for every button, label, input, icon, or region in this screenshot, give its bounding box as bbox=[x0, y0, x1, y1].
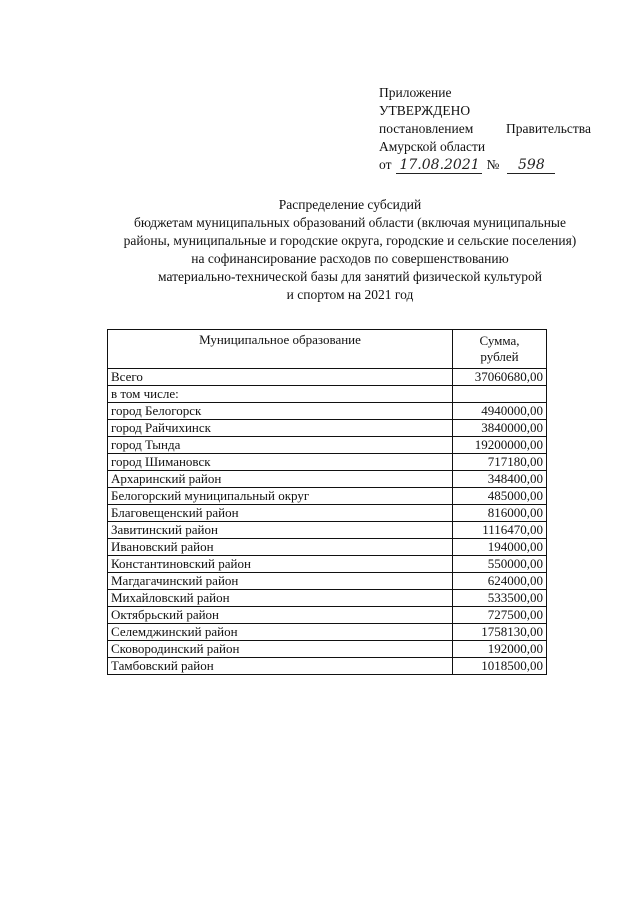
table-row bbox=[108, 607, 547, 624]
row-sum: 1018500,00 bbox=[453, 658, 547, 675]
title-line: бюджетам муниципальных образований области (включая муниципальные bbox=[133, 215, 566, 230]
from-label: от bbox=[379, 157, 392, 172]
row-municipality: Селемджинский район bbox=[108, 624, 453, 641]
row-municipality: Тамбовский район bbox=[108, 658, 453, 675]
row-municipality: Завитинский район bbox=[108, 522, 453, 539]
table-row bbox=[108, 522, 547, 539]
row-sum: 4940000,00 bbox=[453, 403, 547, 420]
row-sum: 717180,00 bbox=[453, 454, 547, 471]
row-municipality: в том числе: bbox=[108, 386, 453, 403]
table-row bbox=[108, 556, 547, 573]
table-row bbox=[108, 641, 547, 658]
row-sum: 624000,00 bbox=[453, 573, 547, 590]
title-line: районы, муниципальные и городские округа, городские и сельские поселения) bbox=[123, 233, 577, 248]
row-sum: 194000,00 bbox=[453, 539, 547, 556]
title-line: и спортом на 2021 год bbox=[286, 287, 414, 302]
row-municipality: Белогорский муниципальный округ bbox=[108, 488, 453, 505]
table-row bbox=[108, 437, 547, 454]
date-number-line bbox=[379, 156, 609, 174]
row-sum: 550000,00 bbox=[453, 556, 547, 573]
resolution-word: постановлением bbox=[379, 121, 474, 136]
approval-block bbox=[379, 84, 609, 174]
table-row bbox=[108, 369, 547, 386]
table-row bbox=[108, 505, 547, 522]
row-sum: 37060680,00 bbox=[453, 369, 547, 386]
row-sum: 19200000,00 bbox=[453, 437, 547, 454]
resolution-line bbox=[379, 120, 591, 138]
table-row bbox=[108, 454, 547, 471]
row-municipality: город Шимановск bbox=[108, 454, 453, 471]
row-municipality: Всего bbox=[108, 369, 453, 386]
header-sum bbox=[453, 330, 547, 369]
row-sum: 1116470,00 bbox=[453, 522, 547, 539]
table-row bbox=[108, 573, 547, 590]
row-municipality: Благовещенский район bbox=[108, 505, 453, 522]
table-row bbox=[108, 403, 547, 420]
row-sum: 727500,00 bbox=[453, 607, 547, 624]
row-municipality: Ивановский район bbox=[108, 539, 453, 556]
row-sum: 192000,00 bbox=[453, 641, 547, 658]
appendix-label: Приложение bbox=[379, 85, 452, 100]
table-row bbox=[108, 590, 547, 607]
handwritten-date: 17.08.2021 bbox=[396, 157, 482, 174]
table-header-row bbox=[108, 330, 547, 369]
table-row bbox=[108, 658, 547, 675]
title-line: материально-технической базы для занятий физической культурой bbox=[158, 269, 542, 284]
title-line: на софинансирование расходов по совершенствованию bbox=[191, 251, 509, 266]
table-row bbox=[108, 539, 547, 556]
header-sum-line1: Сумма, bbox=[479, 333, 520, 348]
row-sum: 348400,00 bbox=[453, 471, 547, 488]
table-row bbox=[108, 420, 547, 437]
row-municipality: город Белогорск bbox=[108, 403, 453, 420]
row-municipality: Архаринский район bbox=[108, 471, 453, 488]
table-row bbox=[108, 386, 547, 403]
row-municipality: Октябрьский район bbox=[108, 607, 453, 624]
table-row bbox=[108, 624, 547, 641]
number-label: № bbox=[486, 157, 500, 172]
header-sum-line2: рублей bbox=[480, 349, 519, 364]
row-sum: 3840000,00 bbox=[453, 420, 547, 437]
row-municipality: Константиновский район bbox=[108, 556, 453, 573]
row-sum: 533500,00 bbox=[453, 590, 547, 607]
row-municipality: Михайловский район bbox=[108, 590, 453, 607]
table-row bbox=[108, 488, 547, 505]
row-sum bbox=[453, 386, 547, 403]
row-sum: 1758130,00 bbox=[453, 624, 547, 641]
approved-label: УТВЕРЖДЕНО bbox=[379, 103, 471, 118]
row-municipality: город Райчихинск bbox=[108, 420, 453, 437]
government-word: Правительства bbox=[506, 121, 591, 136]
region-label: Амурской области bbox=[379, 139, 486, 154]
handwritten-number: 598 bbox=[507, 157, 555, 174]
subsidy-table bbox=[107, 329, 547, 675]
row-sum: 816000,00 bbox=[453, 505, 547, 522]
header-municipality: Муниципальное образование bbox=[108, 330, 453, 369]
row-municipality: Сковородинский район bbox=[108, 641, 453, 658]
table-row bbox=[108, 471, 547, 488]
row-municipality: Магдагачинский район bbox=[108, 573, 453, 590]
row-municipality: город Тында bbox=[108, 437, 453, 454]
row-sum: 485000,00 bbox=[453, 488, 547, 505]
title-line: Распределение субсидий bbox=[278, 197, 422, 212]
document-title bbox=[90, 196, 610, 304]
